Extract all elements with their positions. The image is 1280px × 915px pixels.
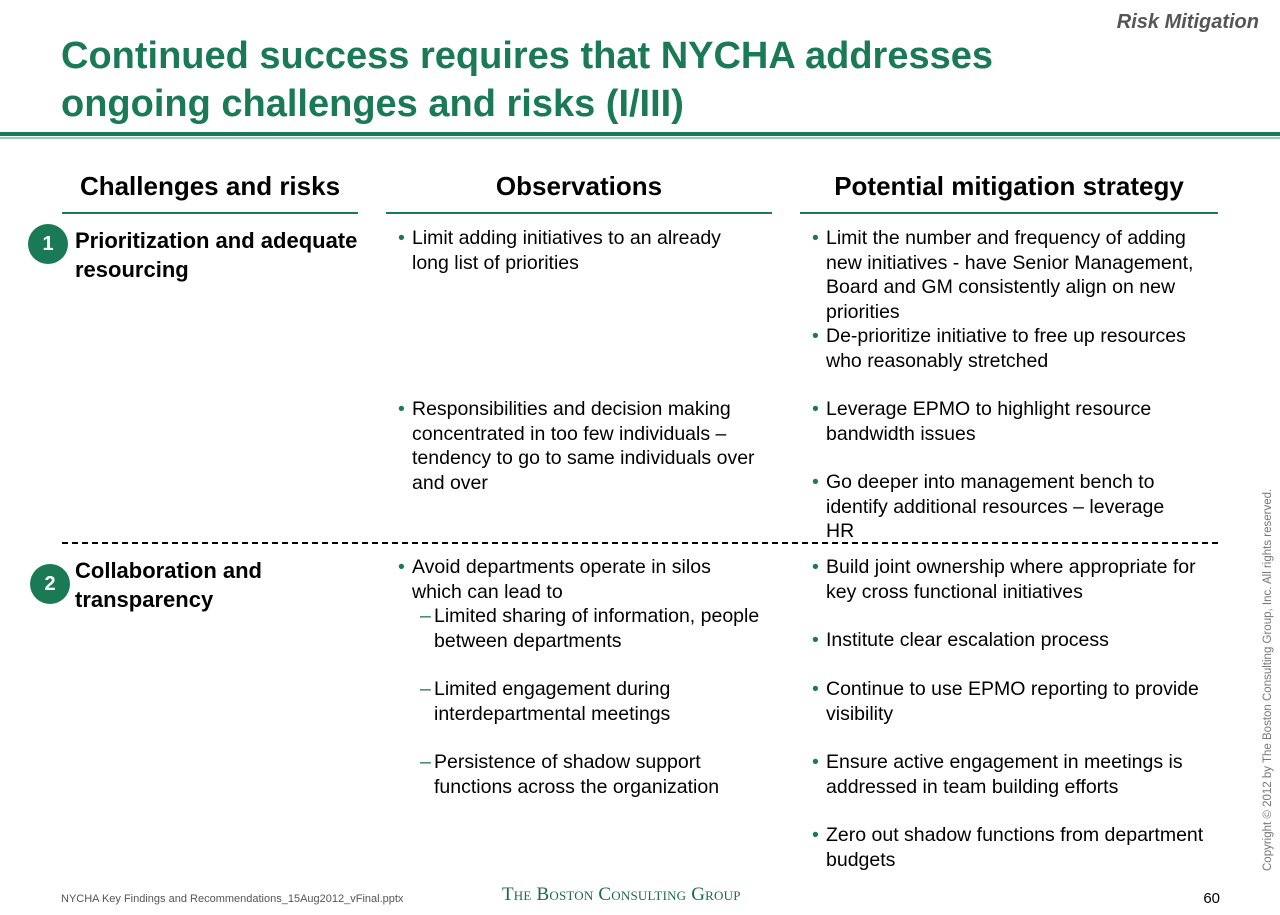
observation-sub-bullet: – Limited engagement during interdepartmental meetings [420,677,760,726]
row-divider [62,542,1218,544]
row-number-badge: 1 [28,224,68,264]
challenge-label: Collaboration and transparency [75,558,262,612]
challenge-label: Prioritization and adequate resourcing [75,228,358,282]
col-header-observations: Observations [495,171,663,201]
mitigation-bullet: • Institute clear escalation process [812,628,1210,653]
observation-bullet: • Avoid departments operate in silos which can lead to [398,555,758,604]
observation-bullet: • Responsibilities and decision making concentrated in too few individuals – tendency to go to same individuals over and over [398,397,758,495]
col-underline-challenges [62,212,358,214]
mitigation-bullet: • Continue to use EPMO reporting to provide visibility [812,677,1210,726]
slide-title: Continued success requires that NYCHA addresses ongoing challenges and risks (I/III) [61,35,993,125]
observation-bullet: • Limit adding initiatives to an already long list of priorities [398,226,758,275]
mitigation-bullet: • Go deeper into management bench to identify additional resources – leverage HR [812,470,1192,544]
mitigation-bullet: • Build joint ownership where appropriate for key cross functional initiatives [812,555,1210,604]
col-underline-mitigation [800,212,1218,214]
observation-sub-bullet: – Persistence of shadow support functions across the organization [420,750,760,799]
copyright-notice: Copyright © 2012 by The Boston Consulting Group, Inc. All rights reserved. [1262,488,1274,871]
title-rule-thick [0,132,1280,136]
row-number-badge: 2 [30,564,70,604]
company-logo: The Boston Consulting Group [502,884,741,905]
observation-sub-bullet: – Limited sharing of information, people between departments [420,604,760,653]
col-header-challenges: Challenges and risks [79,171,341,201]
col-underline-observations [386,212,772,214]
section-tag: Risk Mitigation [1116,11,1259,33]
footer-filename: NYCHA Key Findings and Recommendations_15Aug2012_vFinal.pptx [61,893,404,905]
mitigation-bullet: • Ensure active engagement in meetings is addressed in team building efforts [812,750,1210,799]
col-header-mitigation: Potential mitigation strategy [834,171,1184,201]
mitigation-bullet: • Zero out shadow functions from department budgets [812,823,1210,872]
mitigation-bullet: • Leverage EPMO to highlight resource bandwidth issues [812,397,1210,446]
page-number: 60 [1203,890,1220,907]
title-rule-thin [0,137,1280,139]
mitigation-bullet: • De-prioritize initiative to free up resources who reasonably stretched [812,324,1210,373]
mitigation-bullet: • Limit the number and frequency of adding new initiatives - have Senior Management, Board and GM consistently align on new priorities [812,226,1210,324]
